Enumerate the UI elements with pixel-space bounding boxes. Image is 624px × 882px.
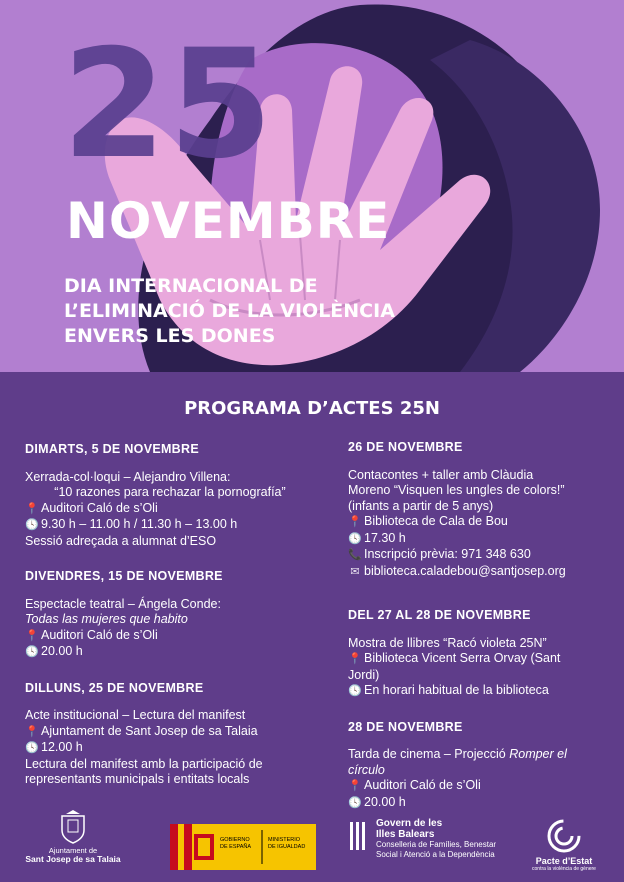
gobierno-right-text [268,837,305,851]
govern-stripes-icon [348,822,370,852]
event-place-text: Auditori Caló de s’Oli [364,778,481,792]
event-title-italic: Romper el [509,747,567,761]
hero-number: 25 [62,18,275,192]
event-date: 28 DE NOVEMBRE [348,719,463,734]
event-note: Sessió adreçada a alumnat d’ESO [25,533,217,548]
pacte-circle-icon [546,818,582,854]
event-time-text: 12.00 h [41,740,83,754]
event-place-text: Biblioteca de Cala de Bou [364,514,508,528]
event-place [25,501,315,518]
event-date: DILLUNS, 25 DE NOVEMBRE [25,680,204,695]
event-title: Moreno “Visquen les ungles de colors!” [348,483,565,497]
event-title: Espectacle teatral – Ángela Conde: [25,596,221,611]
clock-icon: 🕓 [25,519,39,531]
event-item [25,442,315,549]
event-note: Lectura del manifest amb la participació de [25,756,263,771]
event-place-text: Auditori Caló de s’Oli [41,627,158,642]
govern-line2: Illes Balears [376,829,435,840]
hero-subtitle-line: ENVERS LES DONES [64,325,276,347]
event-time [348,683,604,700]
ministerio-line2: DE IGUALDAD [268,844,306,850]
event-place [25,724,315,741]
event-time [25,517,315,534]
event-item [25,569,315,661]
phone-icon: 📞 [348,549,362,561]
event-subtitle: Todas las mujeres que habito [25,612,188,626]
event-date: 26 DE NOVEMBRE [348,440,463,454]
program-title: PROGRAMA D’ACTES 25N [184,398,440,419]
footer-logos [0,802,624,882]
hero-banner [0,0,624,372]
event-title-italic: círculo [348,762,385,777]
event-phone-text[interactable]: Inscripció prèvia: 971 348 630 [364,547,531,561]
location-pin-icon: 📍 [348,516,362,528]
govern-line3: Conselleria de Famílies, Benestar [376,840,497,849]
gobierno-left-text [220,837,251,851]
hero-subtitle [64,274,484,349]
location-pin-icon: 📍 [348,780,362,792]
gobierno-line2: DE ESPAÑA [220,844,252,850]
clock-icon: 🕓 [25,742,39,754]
logo-govern [348,818,518,859]
event-email-text[interactable]: biblioteca.caladebou@santjosep.org [364,563,566,578]
clock-icon: 🕓 [348,532,362,545]
event-item [25,681,315,788]
event-item [348,720,604,812]
location-pin-icon: 📍 [25,725,39,738]
event-note: representants municipals i entitats locals [25,772,250,786]
location-pin-icon: 📍 [348,653,362,665]
location-pin-icon: 📍 [25,502,39,515]
event-title [348,747,604,763]
event-place [348,651,604,668]
logo-gobierno [170,824,316,870]
hero-subtitle-line: DIA INTERNACIONAL DE [64,275,318,297]
coat-of-arms-icon [58,810,88,844]
hero-subtitle-line: L’ELIMINACIÓ DE LA VIOLÈNCIA [64,300,395,322]
event-time-text: 20.00 h [364,794,406,809]
event-place-text: Auditori Caló de s’Oli [41,500,158,515]
logo-pacte-estat [528,818,600,872]
event-title: Xerrada-col·loqui – Alejandro Villena: [25,469,231,484]
pacte-tagline: contra la violència de gènere [532,866,596,872]
event-title: (infants a partir de 5 anys) [348,498,494,513]
event-item [348,440,604,580]
event-title: Contacontes + taller amb Clàudia [348,467,534,482]
clock-icon: 🕓 [25,646,39,658]
event-date: DIMARTS, 5 DE NOVEMBRE [25,442,199,456]
event-place [348,778,604,795]
govern-text [376,818,518,859]
location-pin-icon: 📍 [25,629,39,642]
event-email [348,564,604,581]
hero-title: NOVEMBRE [66,192,391,250]
event-time-text: 17.30 h [364,530,406,545]
event-date: DEL 27 AL 28 DE NOVEMBRE [348,608,531,622]
event-time-text: En horari habitual de la biblioteca [364,683,549,697]
email-icon: ✉ [350,565,360,578]
ajuntament-line1: Ajuntament de [48,846,98,855]
event-time-text: 9.30 h – 11.00 h / 11.30 h – 13.00 h [41,517,238,531]
event-place [25,628,315,645]
event-time-text: 20.00 h [41,644,83,658]
event-item [348,608,604,700]
event-phone [348,547,604,564]
program-left-column [25,442,315,808]
clock-icon: 🕓 [348,685,362,697]
event-place-text: Biblioteca Vicent Serra Orvay (Sant [364,651,561,665]
gobierno-line1: GOBIERNO [220,837,250,843]
pacte-name: Pacte d’Estat [535,856,593,866]
program-section [0,372,624,809]
event-time [25,740,315,757]
event-place-cont: Jordi) [348,667,380,682]
event-time [25,644,315,661]
event-title-text: Tarda de cinema – Projecció [348,747,506,761]
event-title: Acte institucional – Lectura del manifest [25,708,246,722]
event-time [348,531,604,548]
ministerio-line1: MINISTERIO [268,837,301,843]
event-place [348,514,604,531]
logo-ajuntament [18,810,128,864]
govern-line1: Govern de les [376,818,443,829]
event-date: DIVENDRES, 15 DE NOVEMBRE [25,569,223,583]
clock-icon: 🕓 [348,796,362,809]
govern-line4: Social i Atenció a la Dependència [376,849,495,859]
event-subtitle: “10 razones para rechazar la pornografía” [54,485,286,499]
event-place-text: Ajuntament de Sant Josep de sa Talaia [41,723,258,738]
program-right-column [348,440,604,831]
event-title: Mostra de llibres “Racó violeta 25N” [348,635,547,650]
ajuntament-line2: Sant Josep de sa Talaia [25,854,121,864]
